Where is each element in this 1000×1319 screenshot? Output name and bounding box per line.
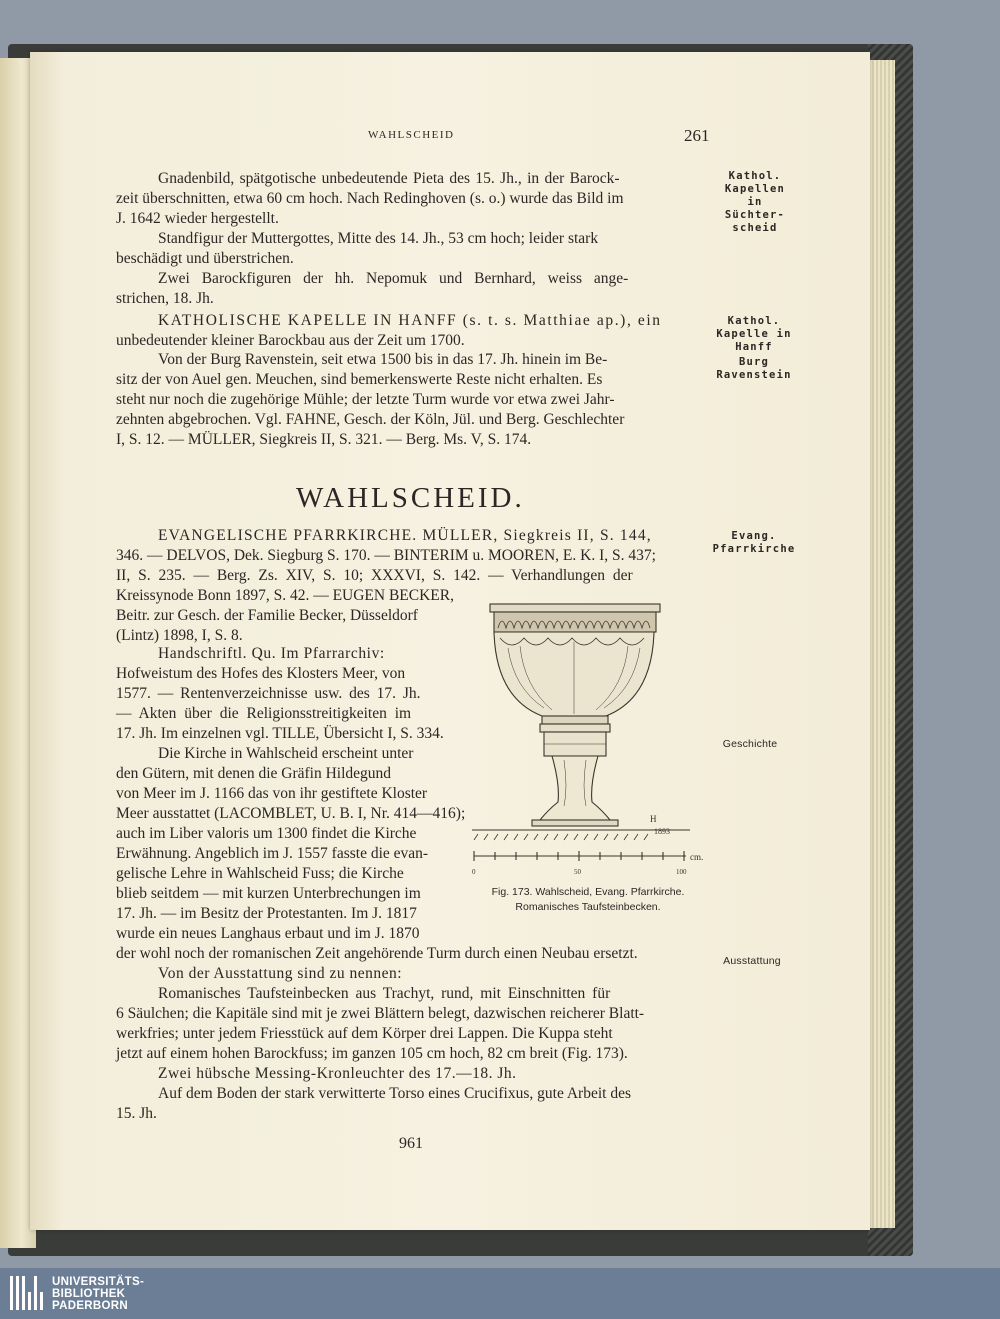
margin-note-line: Ravenstein [716, 369, 792, 381]
paragraph-ravenstein-line-1: Von der Burg Ravenstein, seit etwa 1500 bis in das 17. Jh. hinein im Be- [158, 351, 608, 368]
paragraph-taufstein-line-4: jetzt auf einem hohen Barockfuss; im ganzen 105 cm hoch, 82 cm breit (Fig. 173). [116, 1045, 628, 1062]
paragraph-gnadenbild-line-3: J. 1642 wieder hergestellt. [116, 210, 279, 227]
paragraph-gnadenbild-line-1: Gnadenbild, spätgotische unbedeutende Pieta des 15. Jh., in der Barock- [158, 170, 620, 187]
paragraph-geschichte-line-8: blieb seitdem — mit kurzen Unterbrechungen im [116, 885, 421, 902]
paragraph-pfarrkirche-line-6: (Lintz) 1898, I, S. 8. [116, 627, 243, 644]
margin-note-geschichte: Geschichte [722, 738, 778, 750]
margin-note-line: Kathol. [728, 170, 782, 182]
library-logo-icon [10, 1276, 46, 1312]
page-number-bottom: 961 [399, 1135, 423, 1152]
paragraph-crucifixus-line-1: Auf dem Boden der stark verwitterte Torso eines Crucifixus, gute Arbeit des [158, 1085, 631, 1102]
section-title: WAHLSCHEID. [296, 482, 525, 514]
margin-note-line: Süchter- [724, 209, 786, 221]
margin-note-ausstattung: Ausstattung [723, 955, 781, 967]
margin-note-line: scheid [732, 222, 778, 234]
figure-year: 1893 [654, 827, 670, 836]
paragraph-pfarrkirche-line-2: 346. — DELVOS, Dek. Siegburg S. 170. — BINTERIM u. MOOREN, E. K. I, S. 437; [116, 547, 656, 564]
paragraph-geschichte-line-5: auch im Liber valoris um 1300 findet die Kirche [116, 825, 417, 842]
paragraph-geschichte-line-3: von Meer im J. 1166 das von ihr gestiftete Kloster [116, 785, 428, 802]
paragraph-geschichte-line-11: der wohl noch der romanischen Zeit angehörende Turm durch einen Neubau ersetzt. [116, 945, 638, 962]
margin-note-line: Kapellen in [724, 183, 786, 208]
paragraph-geschichte-line-4: Meer ausstattet (LACOMBLET, U. B. I, Nr. 414—416); [116, 805, 466, 822]
paragraph-crucifixus-line-2: 15. Jh. [116, 1105, 157, 1122]
baptismal-font-drawing [464, 598, 710, 888]
paragraph-ravenstein-line-2: sitz der von Auel gen. Meuchen, sind bemerkenswerte Reste nicht erhalten. Es [116, 371, 603, 388]
paragraph-kapelle-hanff-line-1: KATHOLISCHE KAPELLE IN HANFF (s. t. s. Matthiae ap.), ein [158, 312, 662, 329]
paragraph-pfarrkirche-line-4: Kreissynode Bonn 1897, S. 42. — EUGEN BECKER, [116, 587, 454, 604]
paragraph-geschichte-line-1: Die Kirche in Wahlscheid erscheint unter [158, 745, 414, 762]
figure-caption-line-1: Fig. 173. Wahlscheid, Evang. Pfarrkirche. [491, 886, 685, 898]
margin-note-line: Kapelle in [716, 328, 792, 340]
figure-taufsteinbecken [464, 598, 710, 898]
paragraph-barockfiguren-line-1: Zwei Barockfiguren der hh. Nepomuk und Bernhard, weiss ange- [158, 270, 629, 287]
paragraph-geschichte-line-7: gelische Lehre in Wahlscheid Fuss; die Kirche [116, 865, 404, 882]
margin-note-burg-ravenstein [714, 356, 794, 382]
paragraph-geschichte-line-2: den Gütern, mit denen die Gräfin Hildegund [116, 765, 392, 782]
library-footer-bar [0, 1268, 1000, 1319]
paragraph-ravenstein-line-4: zehnten abgebrochen. Vgl. FAHNE, Gesch. der Köln, Jül. und Berg. Geschlechter [116, 411, 625, 428]
margin-note-line: Burg [738, 356, 770, 368]
paragraph-pfarrkirche-line-3: II, S. 235. — Berg. Zs. XIV, S. 10; XXXVI, S. 142. — Verhandlungen der [116, 567, 633, 584]
margin-note-kapelle-hanff [716, 315, 792, 354]
margin-note-line: Kathol. [727, 315, 781, 327]
paragraph-pfarrkirche-line-1: EVANGELISCHE PFARRKIRCHE. MÜLLER, Siegkreis II, S. 144, [158, 527, 652, 544]
paragraph-ravenstein-line-5: I, S. 12. — MÜLLER, Siegkreis II, S. 321. — Berg. Ms. V, S. 174. [116, 431, 532, 448]
paragraph-pfarrkirche-line-5: Beitr. zur Gesch. der Familie Becker, Düsseldorf [116, 607, 418, 624]
paragraph-geschichte-line-6: Erwähnung. Angeblich im J. 1557 fasste die evan- [116, 845, 429, 862]
margin-note-evang-pfarrkirche [712, 530, 796, 556]
figure-caption-line-2: Romanisches Taufsteinbecken. [515, 901, 661, 913]
paragraph-barockfiguren-line-2: strichen, 18. Jh. [116, 290, 214, 307]
paragraph-taufstein-line-3: werkfries; unter jedem Friesstück auf dem Körper drei Lappen. Die Kuppa steht [116, 1025, 613, 1042]
paragraph-geschichte-line-10: wurde ein neues Langhaus erbaut und im J. 1870 [116, 925, 420, 942]
paragraph-quellen-line-5: 17. Jh. Im einzelnen vgl. TILLE, Übersicht I, S. 334. [116, 725, 444, 742]
paragraph-gnadenbild-line-2: zeit überschnitten, etwa 60 cm hoch. Nach Redinghoven (s. o.) wurde das Bild im [116, 190, 624, 207]
paragraph-ravenstein-line-3: steht nur noch die zugehörige Mühle; der letzte Turm wurde vor etwa zwei Jahr- [116, 391, 615, 408]
paragraph-taufstein-line-1: Romanisches Taufsteinbecken aus Trachyt, rund, mit Einschnitten für [158, 985, 611, 1002]
margin-note-line: Hanff [735, 341, 773, 353]
paragraph-taufstein-line-2: 6 Säulchen; die Kapitäle sind mit je zwei Blättern belegt, dazwischen reicherer Blatt- [116, 1005, 645, 1022]
paragraph-muttergottes-line-1: Standfigur der Muttergottes, Mitte des 14. Jh., 53 cm hoch; leider stark [158, 230, 599, 247]
paragraph-geschichte-line-9: 17. Jh. — im Besitz der Protestanten. Im J. 1817 [116, 905, 417, 922]
scale-label-100: 100 [676, 868, 687, 876]
paragraph-muttergottes-line-2: beschädigt und überstrichen. [116, 250, 294, 267]
figure-signature: H [650, 814, 657, 824]
running-head: WAHLSCHEID [368, 129, 455, 141]
paragraph-kronleuchter: Zwei hübsche Messing-Kronleuchter des 17.—18. Jh. [158, 1065, 517, 1082]
margin-note-line: Evang. [731, 530, 777, 542]
scale-unit-label: cm. [690, 852, 704, 862]
margin-note-line: Pfarrkirche [712, 543, 796, 555]
paragraph-kapelle-hanff-line-2: unbedeutender kleiner Barockbau aus der Zeit um 1700. [116, 332, 465, 349]
library-name-line-1: UNIVERSITÄTS- [52, 1276, 145, 1288]
paragraph-ausstattung-intro: Von der Ausstattung sind zu nennen: [158, 965, 403, 982]
page-number-top: 261 [684, 126, 710, 145]
paragraph-quellen-line-2: Hofweistum des Hofes des Klosters Meer, von [116, 665, 406, 682]
paragraph-quellen-line-1: Handschriftl. Qu. Im Pfarrarchiv: [158, 645, 385, 662]
margin-note-kapellen-suechterscheid [724, 170, 786, 235]
library-name-line-2: BIBLIOTHEK [52, 1288, 126, 1300]
scale-label-50: 50 [574, 868, 581, 876]
paragraph-quellen-line-3: 1577. — Rentenverzeichnisse usw. des 17. Jh. [116, 685, 421, 702]
library-name-line-3: PADERBORN [52, 1300, 128, 1312]
paragraph-quellen-line-4: — Akten über die Religionsstreitigkeiten im [116, 705, 412, 722]
scale-label-0: 0 [472, 868, 476, 876]
